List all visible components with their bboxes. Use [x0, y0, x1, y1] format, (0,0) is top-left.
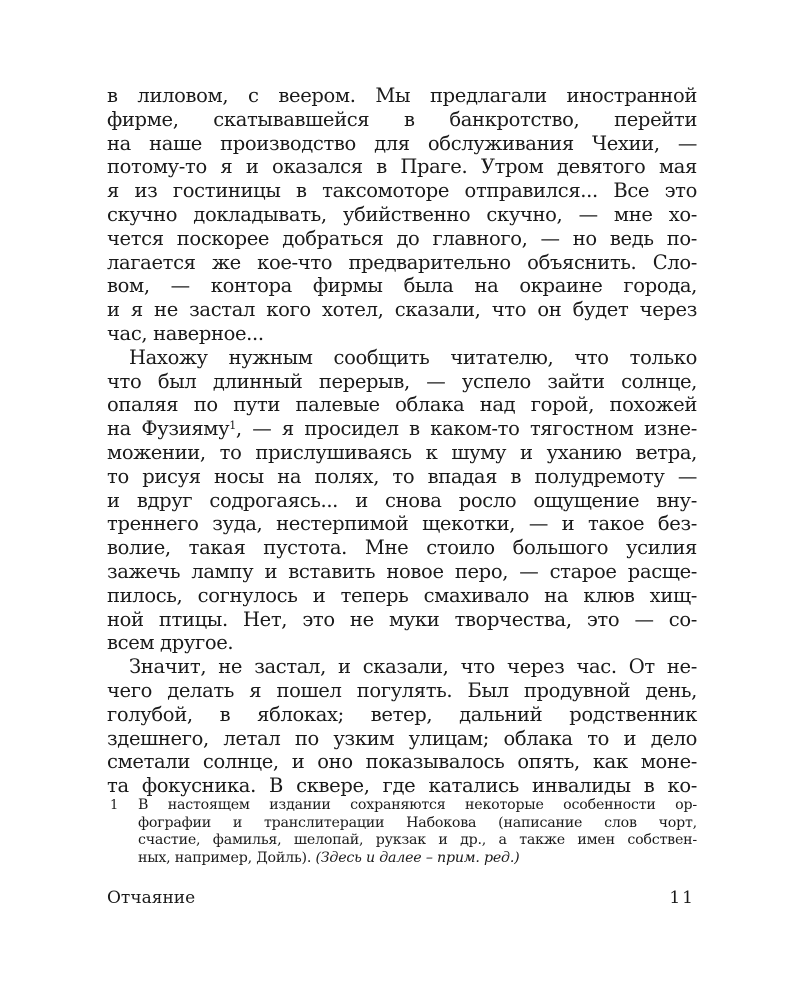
text-line: лагается же кое-что предварительно объяснить. Сло- [107, 250, 697, 274]
footnote [107, 797, 697, 867]
text-line: я из гостиницы в таксомоторе отправился... Все это [107, 179, 697, 203]
footnote-text: ных, например, Дойль). [138, 849, 312, 866]
text-line: то рисуя носы на полях, то впадая в полудремоту — [107, 464, 697, 488]
text-line: та фокусника. В сквере, где катались инвалиды в ко- [107, 774, 697, 798]
text-line: можении, то прислушиваясь к шуму и уханию ветра, [107, 440, 697, 464]
footnote-line [138, 850, 697, 868]
footnote-reference[interactable]: 1 [229, 419, 236, 433]
main-text-block [107, 84, 697, 798]
book-title: Отчаяние [107, 888, 196, 908]
footnote-line: фографии и транслитерации Набокова (написание слов чорт, [138, 814, 697, 831]
text-line: ной птицы. Нет, это не муки творчества, это — со- [107, 607, 697, 631]
text-line: Значит, не застал, и сказали, что через час. От не- [129, 655, 697, 679]
text-fragment: на Фузияму [107, 417, 230, 441]
text-line: час, наверное... [107, 321, 264, 345]
text-line: и я не застал кого хотел, сказали, что он будет через [107, 298, 697, 322]
footnote-number: 1 [110, 798, 119, 813]
text-line: голубой, в яблоках; ветер, дальний родственник [107, 702, 697, 726]
text-line: опаляя по пути палевые облака над горой, похожей [107, 393, 697, 417]
text-line: вом, — контора фирмы была на окраине города, [107, 274, 697, 298]
text-fragment: , — я просидел в каком-то тягостном изне- [235, 417, 697, 441]
text-line: в лиловом, с веером. Мы предлагали иностранной [107, 84, 697, 107]
text-line: чего делать я пошел погулять. Был продувной день, [107, 678, 697, 702]
text-line: фирме, скатывавшейся в банкротство, перейти [107, 107, 697, 131]
footnote-line: В настоящем издании сохраняются некоторые особенности ор- [138, 797, 697, 813]
text-line: скучно докладывать, убийственно скучно, — мне хо- [107, 202, 697, 226]
footnote-line: счастие, фамилья, шелопай, рукзак и др., а также имен собствен- [138, 832, 697, 848]
text-line-with-footnote [107, 417, 697, 441]
text-line: волие, такая пустота. Мне стоило большого усилия [107, 536, 697, 560]
text-line: сметали солнце, и оно показывалось опять, как моне- [107, 750, 697, 774]
text-line: здешнего, летал по узким улицам; облака то и дело [107, 726, 697, 750]
text-line: на наше производство для обслуживания Чехии, — [107, 131, 697, 155]
text-line: треннего зуда, нестерпимой щекотки, — и такое без- [107, 512, 697, 536]
text-line: всем другое. [107, 631, 234, 655]
page-number: 11 [669, 888, 695, 908]
text-line: чется поскорее добраться до главного, — но ведь по- [107, 226, 697, 250]
running-footer [107, 887, 697, 911]
text-line: потому-то я и оказался в Праге. Утром девятого мая [107, 155, 697, 179]
text-line: и вдруг содрогаясь... и снова росло ощущение вну- [107, 488, 697, 512]
editor-note: (Здесь и далее – прим. ред.) [315, 849, 520, 866]
text-line: зажечь лампу и вставить новое перо, — старое расще- [107, 559, 697, 583]
text-line: Нахожу нужным сообщить читателю, что только [129, 345, 697, 369]
text-line: что был длинный перерыв, — успело зайти солнце, [107, 369, 697, 393]
text-line: пилось, согнулось и теперь смахивало на клюв хищ- [107, 583, 697, 607]
